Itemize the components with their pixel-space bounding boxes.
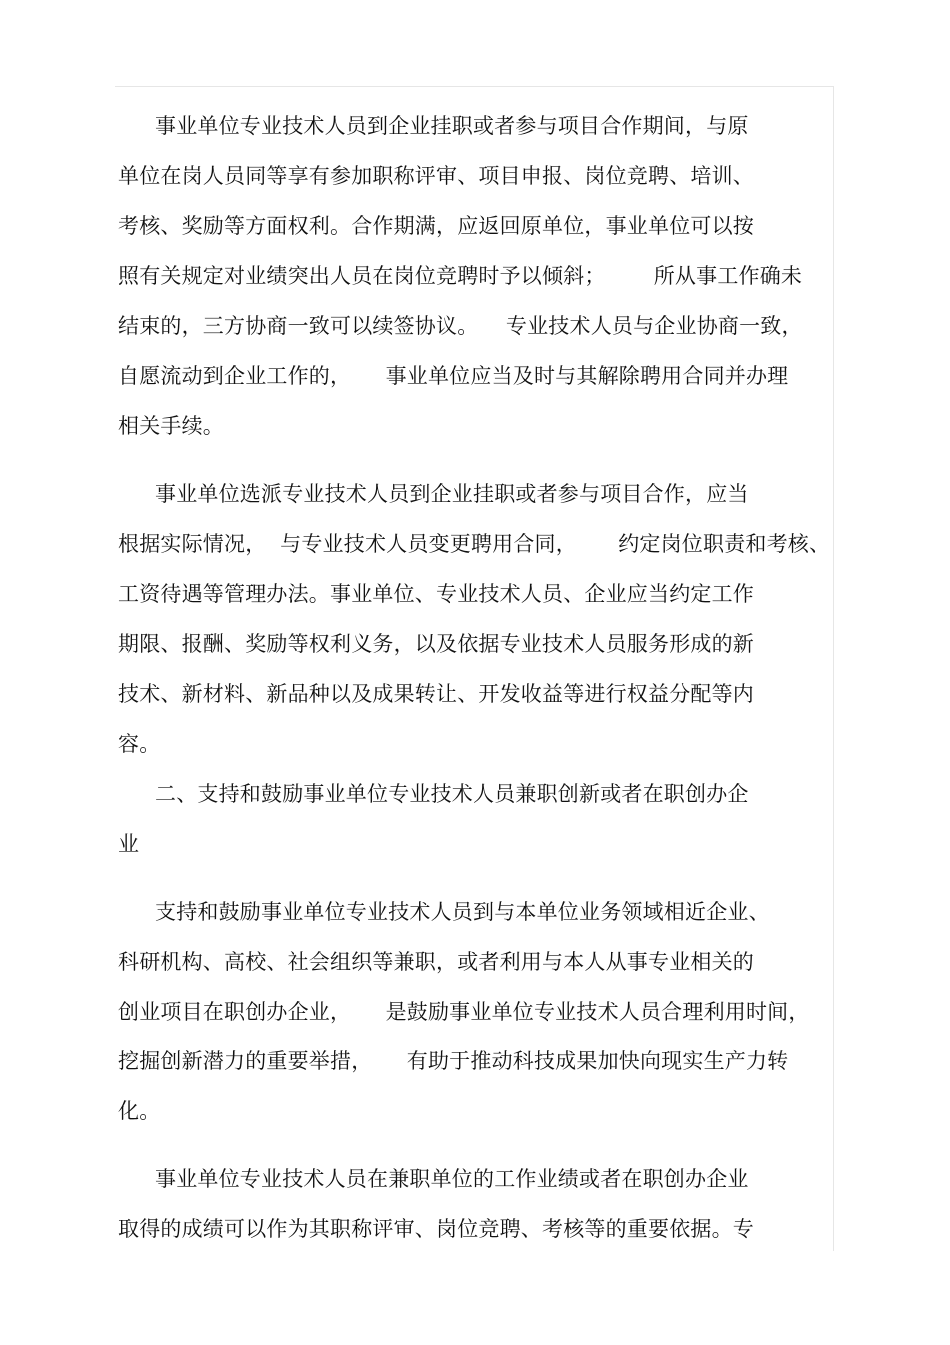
paragraph-1-line-5: 结束的，三方协商一致可以续签协议。 专业技术人员与企业协商一致， — [118, 314, 803, 338]
paragraph-2-line-3: 工资待遇等管理办法。事业单位、专业技术人员、企业应当约定工作 — [118, 582, 754, 606]
paragraph-1-line-2: 单位在岗人员同等享有参加职称评审、项目申报、岗位竞聘、培训、 — [118, 164, 754, 188]
paragraph-1-line-1: 事业单位专业技术人员到企业挂职或者参与项目合作期间，与原 — [155, 114, 749, 138]
paragraph-4-line-1: 事业单位专业技术人员在兼职单位的工作业绩或者在职创办企业 — [155, 1167, 749, 1191]
paragraph-1-line-3: 考核、奖励等方面权利。合作期满，应返回原单位，事业单位可以按 — [118, 214, 754, 238]
page-frame — [115, 86, 834, 1251]
paragraph-3-line-5: 化。 — [118, 1099, 161, 1123]
section-heading-line-1: 二、支持和鼓励事业单位专业技术人员兼职创新或者在职创办企 — [155, 782, 749, 806]
paragraph-3-line-2: 科研机构、高校、社会组织等兼职，或者利用与本人从事专业相关的 — [118, 950, 754, 974]
paragraph-2-line-4: 期限、报酬、奖励等权利义务，以及依据专业技术人员服务形成的新 — [118, 632, 754, 656]
paragraph-1-line-4: 照有关规定对业绩突出人员在岗位竞聘时予以倾斜； 所从事工作确未 — [118, 264, 803, 288]
paragraph-3-line-1: 支持和鼓励事业单位专业技术人员到与本单位业务领域相近企业、 — [155, 900, 770, 924]
paragraph-3-line-4: 挖掘创新潜力的重要举措， 有助于推动科技成果加快向现实生产力转 — [118, 1049, 789, 1073]
paragraph-2-line-1: 事业单位选派专业技术人员到企业挂职或者参与项目合作，应当 — [155, 482, 749, 506]
paragraph-3-line-3: 创业项目在职创办企业， 是鼓励事业单位专业技术人员合理利用时间， — [118, 1000, 810, 1024]
paragraph-4-line-2: 取得的成绩可以作为其职称评审、岗位竞聘、考核等的重要依据。专 — [118, 1217, 754, 1241]
paragraph-1-line-7: 相关手续。 — [118, 414, 224, 438]
paragraph-1-line-6: 自愿流动到企业工作的， 事业单位应当及时与其解除聘用合同并办理 — [118, 364, 789, 388]
paragraph-2-line-5: 技术、新材料、新品种以及成果转让、开发收益等进行权益分配等内 — [118, 682, 754, 706]
paragraph-2-line-2: 根据实际情况， 与专业技术人员变更聘用合同， 约定岗位职责和考核、 — [118, 532, 831, 556]
paragraph-2-line-6: 容。 — [118, 732, 161, 756]
section-heading-line-2: 业 — [118, 832, 140, 856]
